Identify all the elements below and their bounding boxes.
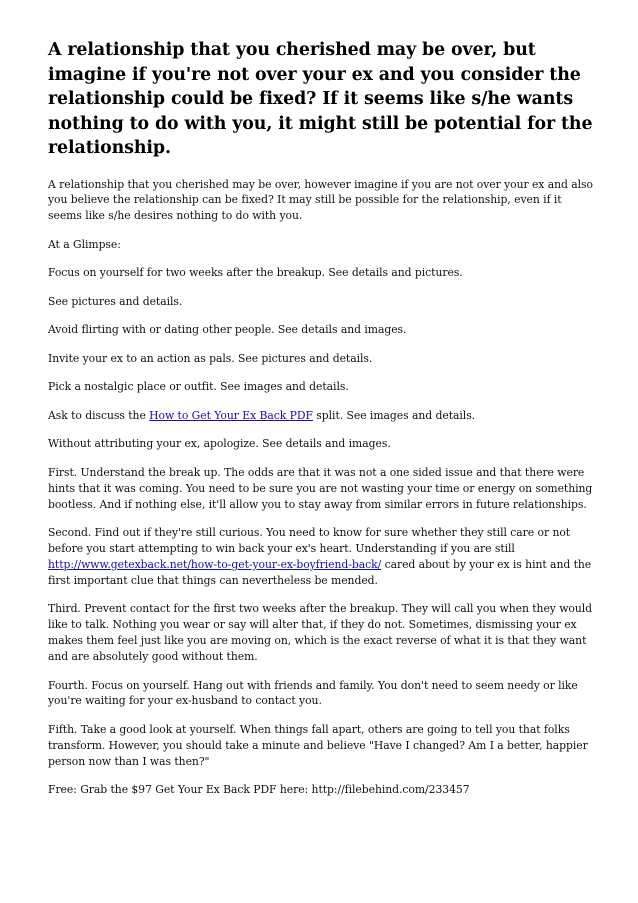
- glimpse-item-avoid-flirting: Avoid flirting with or dating other people. See details and images.: [48, 323, 407, 337]
- glimpse-item-invite: Invite your ex to an action as pals. See pictures and details.: [48, 351, 373, 365]
- free-offer-paragraph: Free: Grab the $97 Get Your Ex Back PDF here: http://filebehind.com/233457: [48, 783, 470, 797]
- first-paragraph: First. Understand the break up. The odds are that it was not a one sided issue and that there were hints that it was coming. You need to be sure you are not wasting your time or energy on something bootless. And if nothing else, it'll allow you to stay away from similar errors in future relationships.: [48, 465, 593, 511]
- getexback-url-link[interactable]: http://www.getexback.net/how-to-get-your-ex-boyfriend-back/: [48, 557, 382, 571]
- second-text-before: Second. Find out if they're still curious. You need to know for sure whether they still care or not before you start attempting to win back your ex's heart. Understanding if you are still: [48, 526, 571, 556]
- document-title: A relationship that you cherished may be over, but imagine if you're not over your ex and you consider the relationship could be fixed? If it seems like s/he wants nothing to do with you, it might still be potential for the relationship.: [48, 40, 593, 158]
- fourth-paragraph: Fourth. Focus on yourself. Hang out with friends and family. You don't need to seem needy or like you're waiting for your ex-husband to contact you.: [48, 678, 578, 708]
- glimpse-item-nostalgic: Pick a nostalgic place or outfit. See images and details.: [48, 380, 349, 394]
- second-paragraph: [48, 525, 598, 589]
- apologize-paragraph: Without attributing your ex, apologize. See details and images.: [48, 437, 391, 451]
- second-text-after: cared about by your ex is hint and the first important clue that things can nevertheless be mended.: [48, 557, 592, 587]
- glimpse-item-focus: Focus on yourself for two weeks after the breakup. See details and pictures.: [48, 266, 463, 280]
- third-paragraph: Third. Prevent contact for the first two weeks after the breakup. They will call you when they would like to talk. Nothing you wear or say will alter that, if they do not. Sometimes, dismissing your ex makes them feel just like you are moving on, which is the exact reverse of what it is that they want and are absolutely good without them.: [48, 602, 593, 664]
- intro-paragraph: A relationship that you cherished may be over, however imagine if you are not over your ex and also you believe the relationship can be fixed? It may still be possible for the relationship, even if it seems like s/he desires nothing to do with you.: [48, 177, 593, 223]
- ex-back-pdf-link[interactable]: How to Get Your Ex Back PDF: [149, 408, 313, 422]
- discuss-text-before: Ask to discuss the: [48, 408, 150, 422]
- discuss-text-after: split. See images and details.: [312, 408, 476, 422]
- fifth-paragraph: Fifth. Take a good look at yourself. When things fall apart, others are going to tell you that folks transform. However, you should take a minute and believe "Have I changed? Am I a better, happier person now than I was then?": [48, 722, 588, 768]
- glimpse-item-pictures: See pictures and details.: [48, 294, 183, 308]
- document-page: [48, 38, 598, 811]
- glimpse-heading: At a Glimpse:: [48, 237, 121, 251]
- discuss-paragraph: [48, 408, 598, 424]
